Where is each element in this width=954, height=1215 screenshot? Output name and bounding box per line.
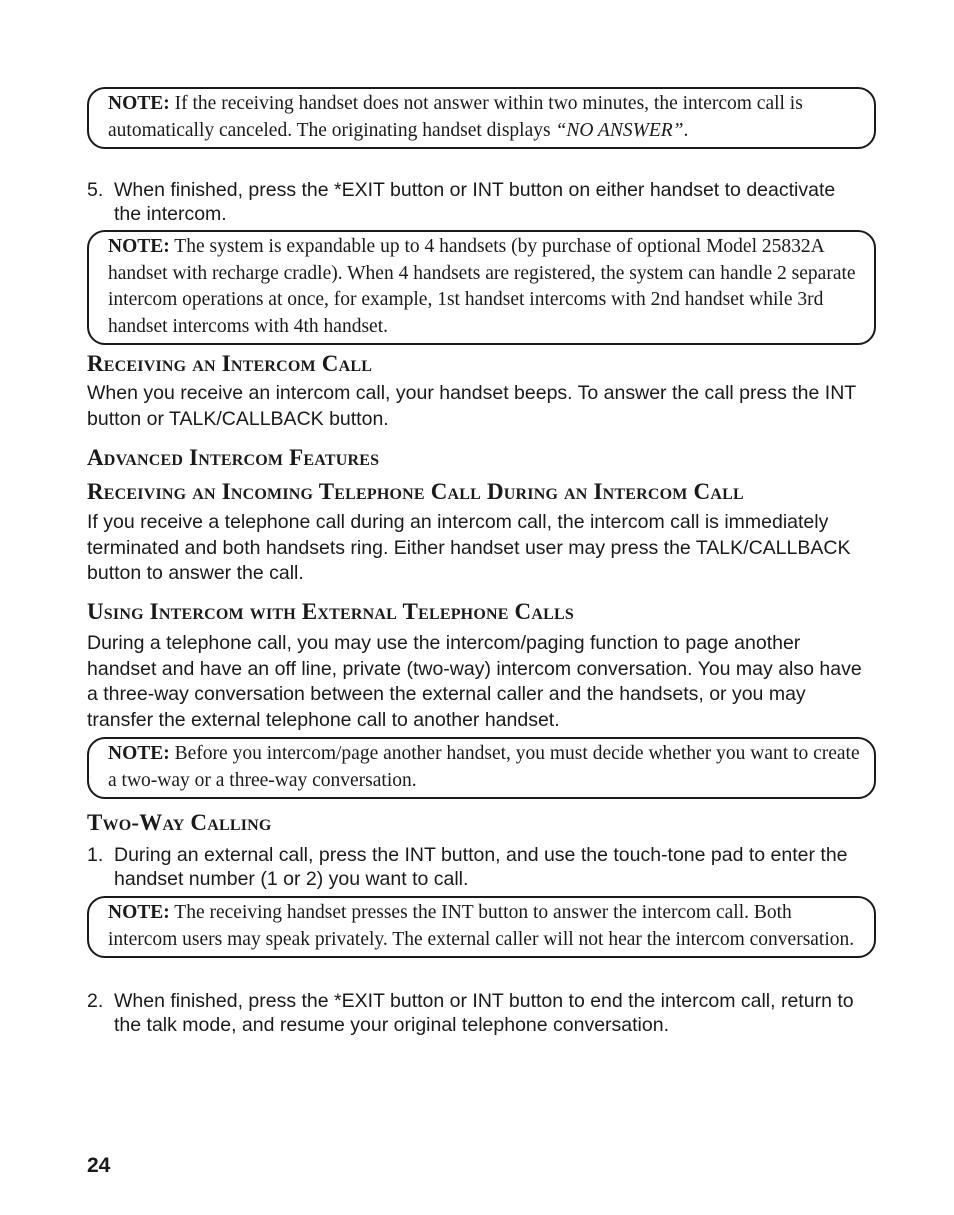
note-label: NOTE:	[108, 236, 170, 257]
note-label: NOTE:	[108, 743, 170, 764]
note-text: If the receiving handset does not answer within two minutes, the intercom call is automatically canceled. The originating handset displays	[108, 93, 803, 141]
note-label: NOTE:	[108, 902, 170, 923]
heading-two-way-calling: Two-Way Calling	[87, 810, 272, 835]
note-expandable	[87, 230, 876, 345]
two-way-step-2	[87, 989, 857, 1037]
note-no-answer	[87, 87, 876, 149]
two-way-step-1	[87, 843, 857, 891]
paragraph-incoming-call: If you receive a telephone call during an intercom call, the intercom call is immediately terminated and both handsets ring. Either handset user may press the TALK/CALLBACK button to answer the call.	[87, 511, 851, 584]
step-text: When finished, press the *EXIT button or INT button to end the intercom call, return to the talk mode, and resume your original telephone conversation.	[114, 990, 854, 1036]
note-text: Before you intercom/page another handset, you must decide whether you want to create a two-way or a three-way conversation.	[108, 743, 860, 791]
heading-external-calls: Using Intercom with External Telephone Calls	[87, 599, 574, 624]
step-number: 5.	[87, 179, 104, 201]
paragraph-external-calls: During a telephone call, you may use the intercom/paging function to page another handset and have an off line, private (two-way) intercom conversation. You may also have a three-way conversation between the external caller and the handsets, or you may transfer the external telephone call to another handset.	[87, 632, 862, 731]
display-message: “NO ANSWER”	[555, 119, 684, 141]
heading-receiving-intercom: Receiving an Intercom Call	[87, 351, 373, 376]
note-text: The receiving handset presses the INT button to answer the intercom call. Both intercom users may speak privately. The external caller will not hear the intercom conversation.	[108, 902, 855, 950]
page-number: 24	[87, 1154, 111, 1177]
paragraph-receiving-intercom: When you receive an intercom call, your handset beeps. To answer the call press the INT button or TALK/CALLBACK button.	[87, 382, 856, 430]
step-number: 1.	[87, 844, 104, 866]
note-end: .	[683, 119, 689, 141]
step-number: 2.	[87, 990, 104, 1012]
note-label: NOTE:	[108, 93, 170, 114]
note-text: The system is expandable up to 4 handsets (by purchase of optional Model 25832A handset with recharge cradle). When 4 handsets are registered, the system can handle 2 separate intercom operations at once, for example, 1st handset intercoms with 2nd handset while 3rd handset intercoms with 4th handset.	[108, 236, 856, 337]
step-text: During an external call, press the INT button, and use the touch-tone pad to enter the handset number (1 or 2) you want to call.	[114, 844, 848, 890]
note-receiving-handset	[87, 896, 876, 958]
step-5	[87, 178, 857, 226]
heading-advanced-features: Advanced Intercom Features	[87, 445, 380, 470]
heading-incoming-call: Receiving an Incoming Telephone Call During an Intercom Call	[87, 479, 744, 504]
note-two-way-or-three-way	[87, 737, 876, 799]
step-text: When finished, press the *EXIT button or INT button on either handset to deactivate the intercom.	[114, 179, 836, 225]
